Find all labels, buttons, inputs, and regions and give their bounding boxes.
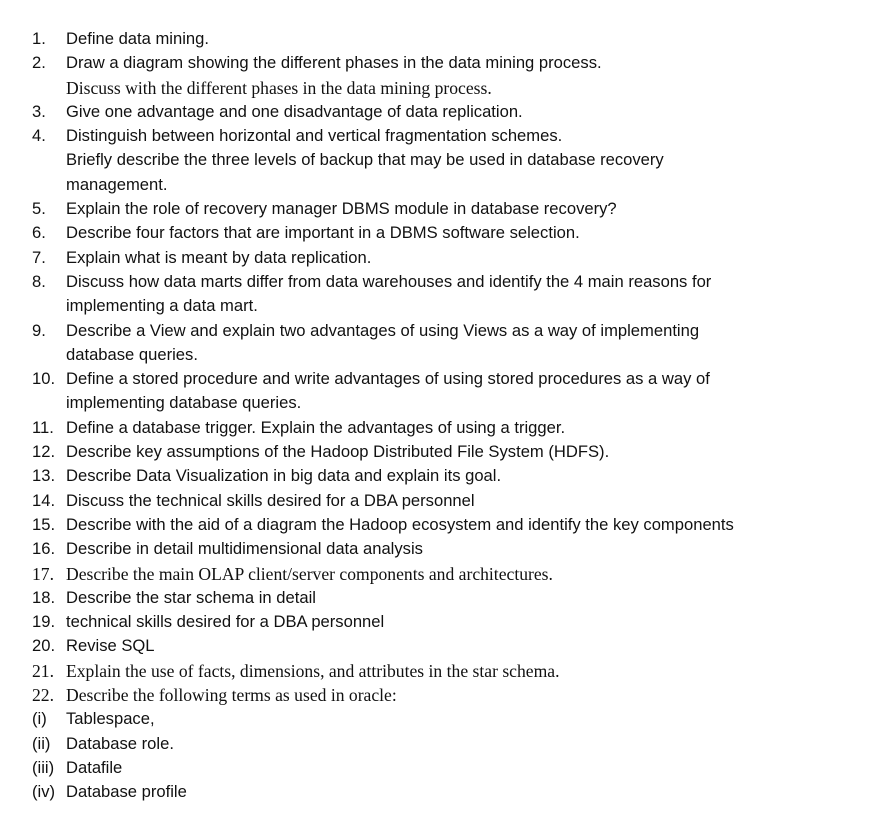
question-text: Distinguish between horizontal and vertical fragmentation schemes. (66, 126, 563, 146)
sub-item-text: Database profile (66, 782, 187, 802)
question-number: 4. (32, 126, 46, 146)
question-text: Explain the use of facts, dimensions, and attributes in the star schema. (66, 660, 560, 681)
question-continuation (0, 76, 881, 100)
question-text: Describe the star schema in detail (66, 587, 316, 607)
question-number: 6. (32, 223, 46, 243)
question-item (0, 124, 881, 148)
question-number: 21. (32, 660, 54, 681)
question-number: 17. (32, 563, 54, 584)
question-number: 7. (32, 247, 46, 267)
question-item (0, 464, 881, 488)
sub-item-marker: (iv) (32, 782, 56, 802)
question-text: Discuss how data marts differ from data warehouses and identify the 4 main reasons for (66, 271, 712, 291)
question-item (0, 489, 881, 513)
question-continuation (0, 391, 881, 415)
question-item (0, 513, 881, 537)
question-text: Describe Data Visualization in big data and explain its goal. (66, 466, 502, 486)
question-item (0, 100, 881, 124)
question-item (0, 440, 881, 464)
question-number: 16. (32, 539, 56, 559)
question-text: Explain the role of recovery manager DBMS module in database recovery? (66, 199, 617, 219)
question-text: database queries. (66, 344, 198, 364)
sub-item (0, 780, 881, 804)
sub-item (0, 756, 881, 780)
question-item (0, 197, 881, 221)
question-text: Give one advantage and one disadvantage of data replication. (66, 101, 523, 121)
question-text: Briefly describe the three levels of backup that may be used in database recovery (66, 150, 664, 170)
question-text: Draw a diagram showing the different phases in the data mining process. (66, 53, 602, 73)
question-item (0, 319, 881, 343)
question-item (0, 610, 881, 634)
question-item (0, 270, 881, 294)
question-item (0, 367, 881, 391)
question-continuation (0, 343, 881, 367)
question-text: Define data mining. (66, 29, 209, 48)
question-number: 10. (32, 369, 56, 389)
question-number: 9. (32, 320, 46, 340)
sub-item-marker: (iii) (32, 757, 55, 777)
question-continuation (0, 173, 881, 197)
question-text: Revise SQL (66, 636, 155, 656)
question-text: Describe in detail multidimensional data analysis (66, 539, 423, 559)
sub-item-marker: (i) (32, 709, 47, 729)
question-number: 14. (32, 490, 56, 510)
question-item (0, 562, 881, 586)
question-item (0, 683, 881, 707)
sub-item (0, 732, 881, 756)
question-text: implementing a data mart. (66, 296, 258, 316)
question-text: Discuss the technical skills desired for a DBA personnel (66, 490, 475, 510)
question-number: 2. (32, 53, 46, 73)
question-item (0, 586, 881, 610)
sub-item-text: Datafile (66, 757, 123, 777)
question-text: Define a stored procedure and write advantages of using stored procedures as a way of (66, 369, 710, 389)
question-item (0, 416, 881, 440)
question-number: 5. (32, 199, 46, 219)
sub-item-text: Database role. (66, 733, 174, 753)
question-text: Describe four factors that are important in a DBMS software selection. (66, 223, 580, 243)
question-item (0, 27, 881, 51)
question-text: technical skills desired for a DBA personnel (66, 612, 385, 632)
question-item (0, 634, 881, 658)
question-number: 20. (32, 636, 56, 656)
question-continuation (0, 148, 881, 172)
question-item (0, 221, 881, 245)
question-number: 22. (32, 685, 54, 706)
sub-item-text: Tablespace, (66, 709, 155, 729)
question-number: 8. (32, 271, 46, 291)
question-number: 11. (32, 417, 54, 437)
question-number: 1. (32, 29, 46, 48)
question-text: Define a database trigger. Explain the advantages of using a trigger. (66, 417, 566, 437)
question-text: Describe key assumptions of the Hadoop Distributed File System (HDFS). (66, 442, 610, 462)
question-number: 13. (32, 466, 56, 486)
question-list (0, 27, 881, 805)
sub-item-marker: (ii) (32, 733, 51, 753)
question-text: Discuss with the different phases in the data mining process. (66, 77, 492, 98)
question-number: 19. (32, 612, 56, 632)
sub-item (0, 707, 881, 731)
question-text: Describe a View and explain two advantages of using Views as a way of implementing (66, 320, 700, 340)
question-item (0, 659, 881, 683)
question-text: Describe the following terms as used in oracle: (66, 685, 397, 706)
question-text: Explain what is meant by data replication. (66, 247, 372, 267)
question-item (0, 537, 881, 561)
question-item (0, 246, 881, 270)
question-number: 12. (32, 442, 56, 462)
question-text: implementing database queries. (66, 393, 302, 413)
question-text: management. (66, 174, 168, 194)
question-number: 3. (32, 101, 46, 121)
question-item (0, 51, 881, 75)
question-number: 15. (32, 514, 56, 534)
question-text: Describe the main OLAP client/server components and architectures. (66, 563, 553, 584)
question-text: Describe with the aid of a diagram the Hadoop ecosystem and identify the key components (66, 514, 734, 534)
question-number: 18. (32, 587, 56, 607)
question-continuation (0, 294, 881, 318)
